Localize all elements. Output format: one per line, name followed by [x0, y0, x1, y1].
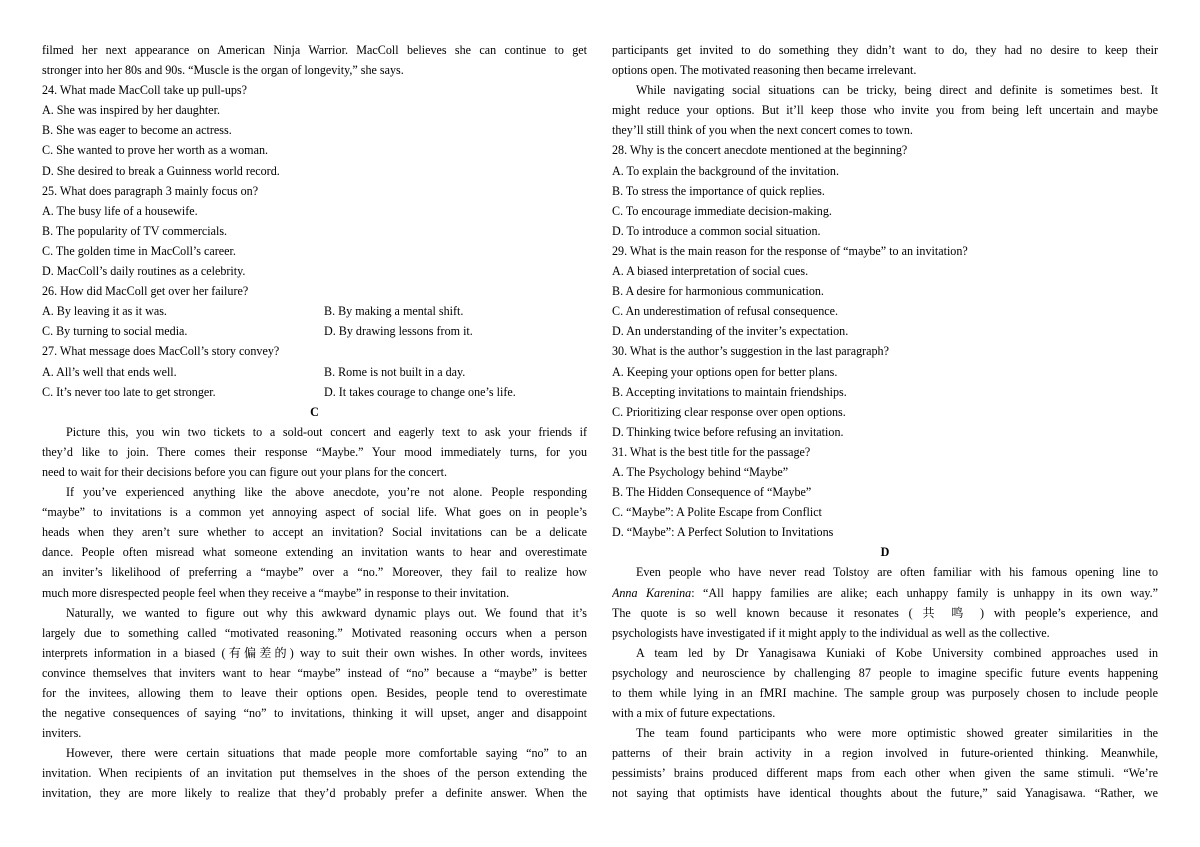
question-25: 25. What does paragraph 3 mainly focus on? [42, 183, 259, 198]
text-line: Even people who have never read Tolstoy are often familiar with his famous opening line to [636, 565, 1158, 580]
text-span: : “All happy families are alike; each unhappy family is unhappy in its own way.” [691, 585, 1158, 600]
text-line: options open. The motivated reasoning then became irrelevant. [612, 63, 917, 78]
option-29b: B. A desire for harmonious communication. [612, 284, 824, 299]
text-line: for the invitees, allowing them to leave their options open. Besides, people tend to overestimate [42, 686, 587, 700]
text-line: participants get invited to do something they didn’t want to do, they had no desire to keep their [612, 43, 1158, 57]
question-27: 27. What message does MacColl’s story convey? [42, 344, 280, 359]
option-25a: A. The busy life of a housewife. [42, 203, 198, 218]
option-27a: A. All’s well that ends well. [42, 364, 177, 379]
text-line: largely due to something called “motivated reasoning.” Motivated reasoning occurs when a person [42, 625, 587, 640]
option-31a: A. The Psychology behind “Maybe” [612, 464, 789, 479]
text-line [612, 583, 1158, 603]
text-line: not saying that optimists have identical thoughts about the future,” said Yanagisawa. “Rather, we [612, 786, 1158, 801]
section-heading-d: D [880, 545, 890, 560]
text-line: While navigating social situations can be tricky, being direct and definite is sometimes best. It [636, 83, 1158, 98]
question-29: 29. What is the main reason for the response of “maybe” to an invitation? [612, 243, 968, 258]
option-25c: C. The golden time in MacColl’s career. [42, 243, 236, 258]
text-line: they’d like to join. There comes their response “Maybe.” Your mood immediately turns, for you [42, 444, 587, 459]
text-line: need to wait for their decisions before you can figure out your plans for the concert. [42, 464, 447, 479]
option-28d: D. To introduce a common social situation. [612, 223, 821, 238]
text-line: to them while lying in an fMRI machine. The sample group was purposely chosen to include people [612, 686, 1158, 700]
option-26c: C. By turning to social media. [42, 324, 188, 339]
text-line: If you’ve experienced anything like the above anecdote, you’re not alone. People responding [66, 485, 587, 500]
option-24a: A. She was inspired by her daughter. [42, 103, 221, 118]
book-title: Anna Karenina [612, 585, 692, 600]
text-line: psychology and neuroscience by challenging 87 people to imagine specific future events happening [612, 665, 1158, 680]
left-column [42, 40, 587, 804]
option-30c: C. Prioritizing clear response over open options. [612, 404, 846, 419]
text-line: pessimists’ brains produced different maps from each other when given the same stimuli. “We’re [612, 766, 1158, 781]
option-27d: D. It takes courage to change one’s life. [324, 384, 516, 399]
text-line: invitation. When recipients of an invitation put themselves in the shoes of the person extending the [42, 766, 587, 781]
option-31b: B. The Hidden Consequence of “Maybe” [612, 485, 812, 500]
text-line: Naturally, we wanted to figure out why this awkward dynamic plays out. We found that it’s [66, 605, 587, 620]
option-24b: B. She was eager to become an actress. [42, 123, 232, 138]
option-26a: A. By leaving it as it was. [42, 304, 167, 319]
text-line: convince themselves that inviters want to hear “maybe” instead of “no” because a “maybe” is better [42, 665, 587, 680]
option-31c: C. “Maybe”: A Polite Escape from Conflict [612, 505, 822, 520]
option-26d: D. By drawing lessons from it. [324, 324, 473, 339]
option-25b: B. The popularity of TV commercials. [42, 223, 228, 238]
option-27b: B. Rome is not built in a day. [324, 364, 466, 379]
text-line: “maybe” to invitations is a common yet annoying aspect of social life. What goes on in people’s [42, 505, 587, 520]
question-30: 30. What is the author’s suggestion in the last paragraph? [612, 344, 889, 359]
question-28: 28. Why is the concert anecdote mentioned at the beginning? [612, 143, 908, 158]
text-line: A team led by Dr Yanagisawa Kuniaki of Kobe University combined approaches used in [636, 645, 1158, 660]
text-line: might reduce your options. But it’ll keep those who invite you from being left uncertain and maybe [612, 103, 1158, 118]
text-line: Picture this, you win two tickets to a sold-out concert and eagerly text to ask your friends if [66, 424, 587, 439]
options-row [42, 382, 587, 402]
option-28c: C. To encourage immediate decision-making. [612, 203, 832, 218]
text-line: the negative consequences of saying “no” to invitations, thinking it will upset, anger and disappoint [42, 706, 587, 721]
text-line: invitation, they are more likely to realize that they’d probably prefer a definite answer. When the [42, 786, 587, 801]
text-line: stronger into her 80s and 90s. “Muscle is the organ of longevity,” she says. [42, 63, 404, 78]
text-line: The quote is so well known because it resonates ( 共 鸣 ) with people’s experience, and [612, 605, 1158, 620]
option-24d: D. She desired to break a Guinness world record. [42, 163, 280, 178]
section-heading-c: C [310, 404, 319, 419]
text-line: they’ll still think of you when the next concert comes to town. [612, 123, 913, 138]
text-line: much more disrespected people feel when they receive a “maybe” in response to their invitation. [42, 585, 510, 600]
option-25d: D. MacColl’s daily routines as a celebrity. [42, 264, 246, 279]
text-line: filmed her next appearance on American Ninja Warrior. MacColl believes she can continue to get [42, 43, 587, 57]
option-29d: D. An understanding of the inviter’s expectation. [612, 324, 849, 339]
option-31d: D. “Maybe”: A Perfect Solution to Invitations [612, 525, 834, 540]
text-line: The team found participants who were more optimistic showed greater similarities in the [636, 726, 1158, 741]
option-29a: A. A biased interpretation of social cues. [612, 264, 809, 279]
option-26b: B. By making a mental shift. [324, 304, 464, 319]
text-line: psychologists have investigated if it might apply to the individual as well as the collective. [612, 625, 1050, 640]
options-row [42, 362, 587, 382]
text-line: interprets information in a biased (有偏差的) way to suit their own wishes. In other words, invitees [42, 645, 587, 660]
question-24: 24. What made MacColl take up pull-ups? [42, 83, 247, 98]
option-29c: C. An underestimation of refusal consequence. [612, 304, 839, 319]
text-line: dance. People often misread what someone extending an invitation wants to hear and overestimate [42, 545, 587, 560]
text-line: patterns of their brain activity in a region involved in future-oriented thinking. Meanwhile, [612, 746, 1158, 761]
text-line: inviters. [42, 726, 82, 741]
question-26: 26. How did MacColl get over her failure? [42, 284, 249, 299]
option-30b: B. Accepting invitations to maintain friendships. [612, 384, 847, 399]
option-30a: A. Keeping your options open for better plans. [612, 364, 838, 379]
text-line: However, there were certain situations that made people more comfortable saying “no” to an [66, 746, 587, 761]
options-row [42, 301, 587, 321]
question-31: 31. What is the best title for the passage? [612, 444, 811, 459]
options-row [42, 321, 587, 341]
text-line: heads when they aren’t sure whether to accept an invitation? Social invitations can be a delicate [42, 525, 587, 540]
right-column [612, 40, 1158, 804]
option-27c: C. It’s never too late to get stronger. [42, 384, 216, 399]
option-28b: B. To stress the importance of quick replies. [612, 183, 825, 198]
text-line: an inviter’s likelihood of preferring a “maybe” over a “no.” Moreover, they fail to realize how [42, 565, 587, 580]
option-28a: A. To explain the background of the invitation. [612, 163, 839, 178]
text-line: with a mix of future expectations. [612, 706, 776, 721]
option-30d: D. Thinking twice before refusing an invitation. [612, 424, 844, 439]
option-24c: C. She wanted to prove her worth as a woman. [42, 143, 269, 158]
